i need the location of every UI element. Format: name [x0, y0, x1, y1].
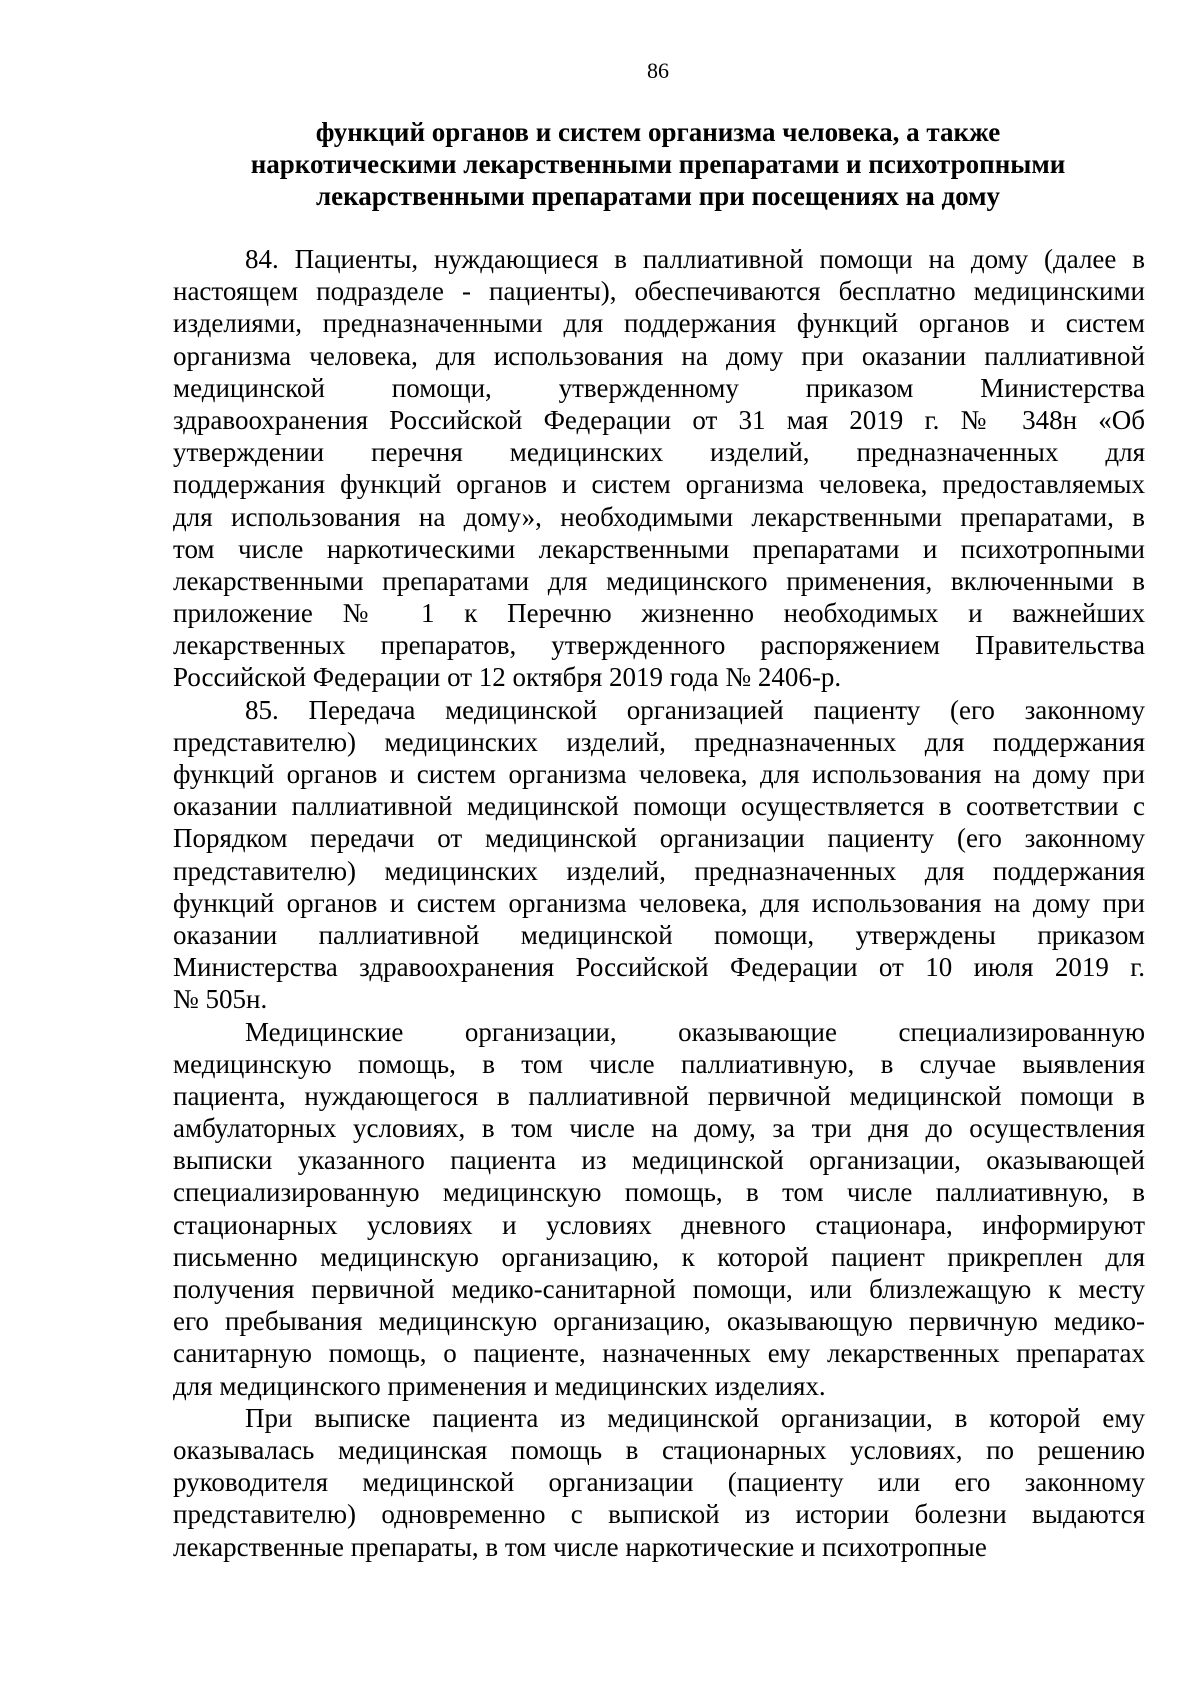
paragraph-line: представителю) медицинских изделий, предназначенных для поддержания: [173, 726, 1145, 757]
heading-line: функций органов и систем организма человека, а также: [315, 117, 1001, 147]
paragraph-line: приложение № 1 к Перечню жизненно необходимых и важнейших: [173, 598, 1145, 629]
paragraph-line: № 505н.: [173, 984, 268, 1015]
paragraph-line: Российской Федерации от 12 октября 2019 года № 2406-р.: [173, 662, 842, 693]
paragraph: [173, 243, 1145, 694]
paragraph-line: руководителя медицинской организации (пациенту или его законному: [173, 1467, 1145, 1498]
paragraph-line: оказании паллиативной медицинской помощи, утверждены приказом: [173, 919, 1145, 950]
paragraph-line: для использования на дому», необходимыми лекарственными препаратами, в: [173, 501, 1145, 532]
paragraph-line: Порядком передачи от медицинской организации пациенту (его законному: [173, 823, 1145, 854]
paragraph-line: получения первичной медико-санитарной помощи, или близлежащую к месту: [173, 1274, 1145, 1304]
document-body: [173, 243, 1145, 1563]
paragraph: [173, 1016, 1145, 1402]
paragraph-line: представителю) медицинских изделий, предназначенных для поддержания: [173, 855, 1145, 886]
paragraph-line: выписки указанного пациента из медицинской организации, оказывающей: [173, 1145, 1145, 1176]
paragraph-line: лекарственных препаратов, утвержденного распоряжением Правительства: [173, 630, 1145, 661]
paragraph-line: амбулаторных условиях, в том числе на дому, за три дня до осуществления: [173, 1113, 1145, 1144]
paragraph-line: медицинской помощи, утвержденному приказом Министерства: [173, 372, 1145, 403]
paragraph-line: лекарственными препаратами для медицинского применения, включенными в: [173, 565, 1145, 596]
heading-line: лекарственными препаратами при посещениях на дому: [315, 181, 1001, 211]
paragraph-line: его пребывания медицинскую организацию, оказывающую первичную медико-: [173, 1306, 1145, 1337]
heading-line: наркотическими лекарственными препаратами и психотропными: [250, 149, 1066, 179]
paragraph-line: том числе наркотическими лекарственными препаратами и психотропными: [173, 533, 1145, 564]
paragraph-line: специализированную медицинскую помощь, в том числе паллиативную, в: [173, 1177, 1145, 1208]
paragraph-line: функций органов и систем организма человека, для использования на дому при: [173, 759, 1145, 789]
paragraph-line: санитарную помощь, о пациенте, назначенных ему лекарственных препаратах: [173, 1338, 1145, 1369]
paragraph-line: 85. Передача медицинской организацией пациенту (его законному: [245, 694, 1145, 725]
paragraph-line: 84. Пациенты, нуждающиеся в паллиативной помощи на дому (далее в: [245, 244, 1145, 274]
section-heading: [170, 116, 1146, 212]
page-number: 86: [647, 58, 669, 83]
paragraph-line: поддержания функций органов и систем организма человека, предоставляемых: [173, 469, 1145, 500]
paragraph-line: лекарственные препараты, в том числе наркотические и психотропные: [173, 1531, 987, 1562]
paragraph-line: Министерства здравоохранения Российской Федерации от 10 июля 2019 г.: [173, 952, 1145, 983]
paragraph-line: здравоохранения Российской Федерации от 31 мая 2019 г. № 348н «Об: [173, 404, 1145, 435]
paragraph-line: Медицинские организации, оказывающие специализированную: [245, 1016, 1145, 1047]
paragraph-line: медицинскую помощь, в том числе паллиативную, в случае выявления: [173, 1048, 1145, 1079]
paragraph-line: оказывалась медицинская помощь в стационарных условиях, по решению: [173, 1434, 1145, 1465]
paragraph-line: изделиями, предназначенными для поддержания функций органов и систем: [173, 308, 1145, 339]
paragraph-line: оказании паллиативной медицинской помощи осуществляется в соответствии с: [173, 791, 1145, 822]
paragraph-line: стационарных условиях и условиях дневного стационара, информируют: [173, 1209, 1145, 1240]
paragraph-line: настоящем подразделе - пациенты), обеспечиваются бесплатно медицинскими: [173, 276, 1145, 307]
paragraph-line: для медицинского применения и медицинских изделиях.: [173, 1370, 826, 1401]
paragraph-line: функций органов и систем организма человека, для использования на дому при: [173, 887, 1145, 918]
paragraph-line: утверждении перечня медицинских изделий, предназначенных для: [173, 437, 1145, 468]
paragraph: [173, 694, 1145, 1016]
paragraph-line: письменно медицинскую организацию, к которой пациент прикреплен для: [173, 1241, 1145, 1272]
paragraph: [173, 1402, 1145, 1563]
paragraph-line: При выписке пациента из медицинской организации, в которой ему: [245, 1402, 1145, 1433]
paragraph-line: организма человека, для использования на дому при оказании паллиативной: [173, 340, 1145, 371]
paragraph-line: пациента, нуждающегося в паллиативной первичной медицинской помощи в: [173, 1080, 1145, 1111]
paragraph-line: представителю) одновременно с выпиской из истории болезни выдаются: [173, 1499, 1145, 1530]
